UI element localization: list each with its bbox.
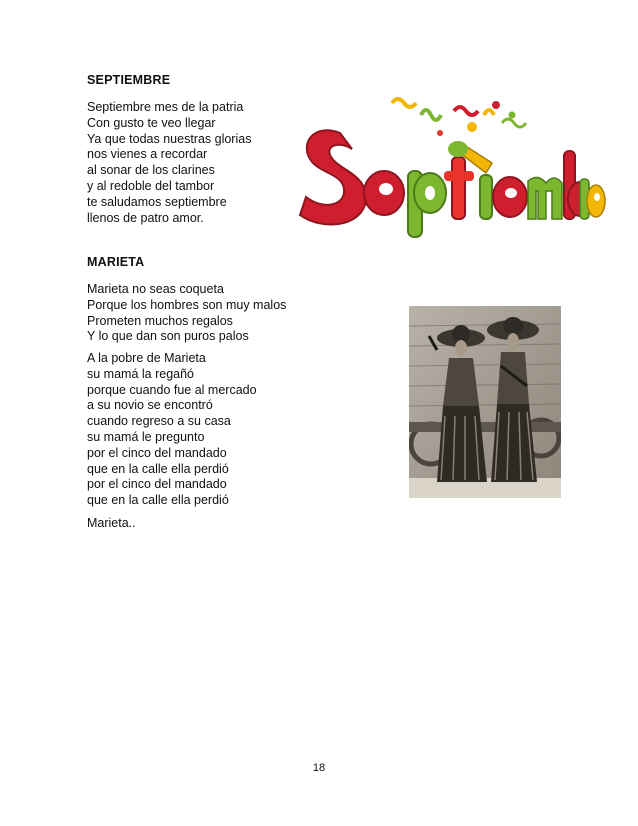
- marieta-stanza-1: [87, 282, 286, 345]
- poem-line: y al redoble del tambor: [87, 178, 215, 193]
- poem-title-marieta: MARIETA: [87, 255, 145, 269]
- poem-line: llenos de patro amor.: [87, 210, 204, 225]
- poem-line: su mamá le pregunto: [87, 429, 205, 444]
- poem-line: Con gusto te veo llegar: [87, 115, 216, 130]
- page-number: 18: [312, 762, 326, 774]
- sepia-photo-two-women: [409, 306, 561, 498]
- confetti-decoration: [392, 99, 526, 136]
- poem-line: Marieta no seas coqueta: [87, 282, 224, 296]
- poem-line: Ya que todas nuestras glorias: [87, 131, 252, 146]
- poem-line: cuando regreso a su casa: [87, 414, 231, 429]
- poem-line: Y lo que dan son puros palos: [87, 329, 249, 344]
- poem-title-septiembre: SEPTIEMBRE: [87, 73, 171, 87]
- poem-line: a su novio se encontró: [87, 398, 213, 413]
- marieta-stanza-2: [87, 351, 257, 509]
- poem-line: al sonar de los clarines: [87, 163, 215, 178]
- poem-line: que en la calle ella perdió: [87, 461, 229, 476]
- poem-line: Porque los hombres son muy malos: [87, 297, 287, 312]
- poem-line: Marieta..: [87, 516, 136, 530]
- poem-line: por el cinco del mandado: [87, 477, 227, 492]
- poem-line: te saludamos septiembre: [87, 194, 227, 209]
- poem-septiembre-stanza: [87, 100, 251, 226]
- poem-line: A la pobre de Marieta: [87, 351, 206, 365]
- poem-line: Septiembre mes de la patria: [87, 100, 244, 114]
- letter-s-shape: [300, 130, 366, 224]
- poem-line: su mamá la regañó: [87, 366, 195, 381]
- poem-line: porque cuando fue al mercado: [87, 382, 257, 397]
- poem-line: nos vienes a recordar: [87, 147, 208, 162]
- marieta-stanza-3: [87, 516, 136, 532]
- poem-line: Prometen muchos regalos: [87, 313, 233, 328]
- poem-line: que en la calle ella perdió: [87, 493, 229, 508]
- septiembre-word-art: [296, 93, 606, 243]
- poem-line: por el cinco del mandado: [87, 445, 227, 460]
